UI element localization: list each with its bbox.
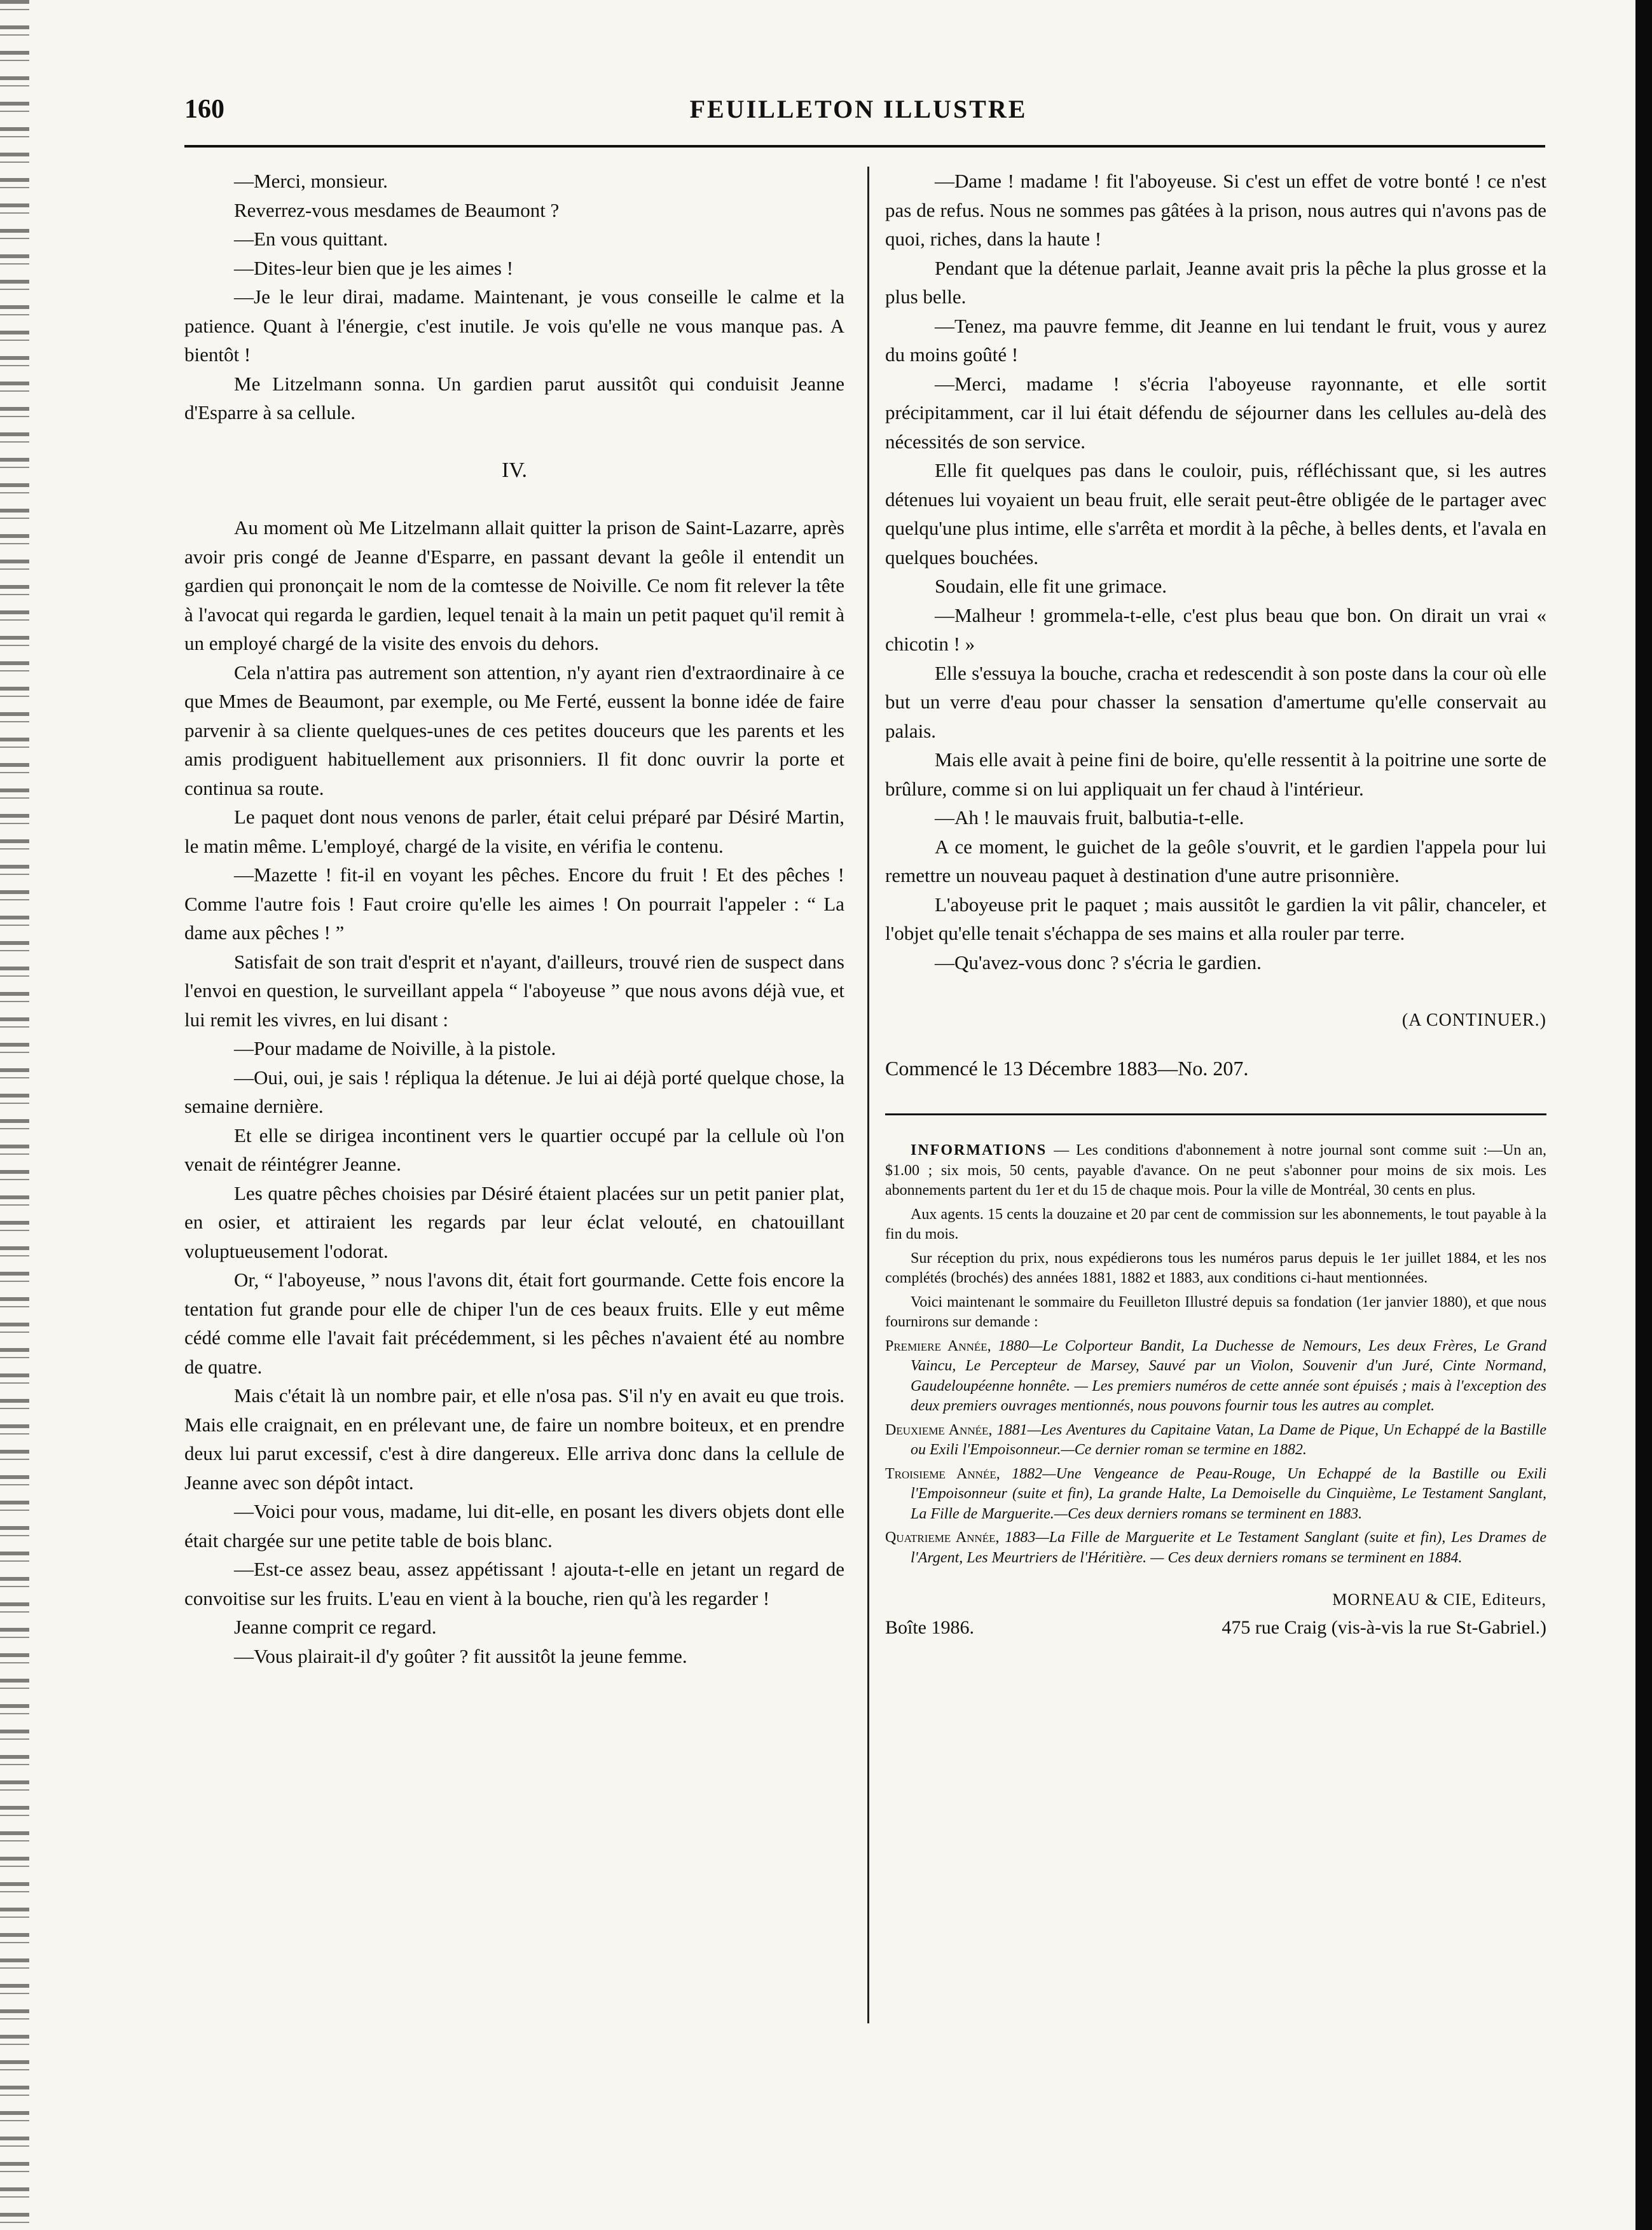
paragraph: Satisfait de son trait d'esprit et n'ayant, d'ailleurs, trouvé rien de suspect dans l'envoi en question, le surveillant appela “ l'aboyeuse ” que nous avons déjà vue, et lui remit les vivres, en lui disant : — [184, 950, 844, 1031]
publisher-address-line — [885, 1618, 1546, 1638]
year-label: Troisieme Année, — [885, 1465, 1000, 1482]
year-listing — [885, 1421, 1546, 1461]
scan-left-edge — [0, 0, 29, 2230]
section-heading: IV. — [502, 458, 527, 482]
header-rule — [184, 145, 1545, 148]
info-paragraph: Sur réception du prix, nous expédierons tous les numéros parus depuis le 1er juillet 1884, et les nos complétés (brochés) des années 1881, 1882 et 1883, aux conditions ci-haut mentionnées. — [885, 1249, 1546, 1286]
page-number: 160 — [184, 95, 224, 124]
paragraph: Jeanne comprit ce regard. — [234, 1616, 437, 1638]
post-box: Boîte 1986. — [885, 1616, 974, 1638]
paragraph: —Ah ! le mauvais fruit, balbutia-t-elle. — [935, 806, 1244, 829]
paragraph: —Merci, madame ! s'écria l'aboyeuse rayonnante, et elle sortit précipitamment, car il lui était défendu de séjourner dans les cellules au-delà des nécessités de son service. — [885, 372, 1546, 453]
paragraph: —Est-ce assez beau, assez appétissant ! ajouta-t-elle en jetant un regard de convoitise sur les fruits. L'eau en vient à la bouche, rien qu'à les regarder ! — [184, 1558, 844, 1609]
informations-block — [885, 1141, 1546, 1637]
left-column — [184, 167, 844, 1670]
info-heading: INFORMATIONS — [911, 1142, 1047, 1159]
paragraph: —Oui, oui, je sais ! répliqua la détenue. Je lui ai déjà porté quelque chose, la semaine dernière. — [184, 1066, 844, 1117]
paragraph: Au moment où Me Litzelmann allait quitter la prison de Saint-Lazarre, après avoir pris congé de Jeanne d'Esparre, en passant devant la geôle il entendit un gardien qui prononçait le nom de la comtesse de Noiville. Ce nom fit relever la tête à l'avocat qui regarda le gardien, lequel tenait à la main un petit paquet qu'il remit à un employé chargé de la visite des envois du dehors. — [184, 516, 844, 654]
paragraph: Le paquet dont nous venons de parler, était celui préparé par Désiré Martin, le matin même. L'employé, chargé de la visite, en vérifia le contenu. — [184, 806, 844, 857]
publisher-name: MORNEAU & CIE, Editeurs, — [1332, 1590, 1546, 1609]
paragraph: Or, “ l'aboyeuse, ” nous l'avons dit, était fort gourmande. Cette fois encore la tentation fut grande pour elle de chiper l'un de ces beaux fruits. Elle y eut même cédé comme elle l'avait fait précédemment, si les pêches n'avaient été au nombre de quatre. — [184, 1269, 844, 1378]
year-label: Premiere Année, — [885, 1337, 991, 1354]
year-text: 1880—Le Colporteur Bandit, La Duchesse de Nemours, Les deux Frères, Le Grand Vaincu, Le Percepteur de Marsey, Sauvé par un Violon, Souvenir d'un Juré, Cinte Normand, Gaudeloupéenne honnête. — Les premiers numéros de cette année sont épuisés ; mais à l'exception des deux premiers ouvrages mentionnés, nous pouvons fournir tous les autres au complet. — [911, 1337, 1547, 1414]
paragraph: —Tenez, ma pauvre femme, dit Jeanne en lui tendant le fruit, vous y aurez du moins goûté ! — [885, 314, 1546, 366]
info-paragraph — [885, 1141, 1546, 1201]
serial-start-note: Commencé le 13 Décembre 1883—No. 207. — [885, 1056, 1249, 1080]
paragraph: Elle s'essuya la bouche, cracha et redescendit à son poste dans la cour où elle but un verre d'eau pour chasser la sensation d'amertume qu'elle conservait au palais. — [885, 661, 1546, 742]
paragraph: Soudain, elle fit une grimace. — [935, 575, 1167, 597]
paragraph: —Qu'avez-vous donc ? s'écria le gardien. — [935, 951, 1262, 974]
paragraph: —En vous quittant. — [234, 228, 388, 250]
paragraph: —Merci, monsieur. — [234, 170, 388, 192]
column-divider — [867, 167, 869, 2023]
paragraph: —Malheur ! grommela-t-elle, c'est plus beau que bon. On dirait un vrai « chicotin ! » — [885, 603, 1546, 655]
year-listing — [885, 1528, 1546, 1568]
paragraph: Et elle se dirigea incontinent vers le quartier occupé par la cellule où l'on venait de réintégrer Jeanne. — [184, 1124, 844, 1175]
paragraph: —Voici pour vous, madame, lui dit-elle, en posant les divers objets dont elle était chargée sur une petite table de bois blanc. — [184, 1500, 844, 1552]
year-text: 1882—Une Vengeance de Peau-Rouge, Un Echappé de la Bastille ou Exili l'Empoisonneur (suite et fin), La grande Halte, La Demoiselle du Cinquième, Le Testament Sanglant, La Fille de Marguerite.—Ces deux derniers romans se terminent en 1883. — [911, 1465, 1546, 1522]
street-address: 475 rue Craig (vis-à-vis la rue St-Gabriel.) — [1222, 1616, 1546, 1638]
page-header — [184, 94, 1532, 139]
paragraph: Cela n'attira pas autrement son attention, n'y ayant rien d'extraordinaire à ce que Mmes de Beaumont, par exemple, ou Me Ferté, eussent la bonne idée de faire parvenir à sa cliente quelques-unes de ces petites douceurs que les parents et les amis prodiguent habituellement aux prisonniers. Il fit donc ouvrir la porte et continua sa route. — [184, 661, 844, 799]
paragraph: —Pour madame de Noiville, à la pistole. — [234, 1037, 556, 1059]
year-text: 1881—Les Aventures du Capitaine Vatan, La Dame de Pique, Un Echappé de la Bastille ou Exili l'Empoisonneur.—Ce dernier roman se termine en 1882. — [911, 1421, 1546, 1458]
paragraph: —Je le leur dirai, madame. Maintenant, je vous conseille le calme et la patience. Quant à l'énergie, c'est inutile. Je vois qu'elle ne vous manque pas. A bientôt ! — [184, 286, 844, 366]
info-paragraph: Aux agents. 15 cents la douzaine et 20 par cent de commission sur les abonnements, le tout payable à la fin du mois. — [885, 1206, 1546, 1242]
paragraph: —Dites-leur bien que je les aimes ! — [234, 256, 514, 279]
year-listing — [885, 1337, 1546, 1417]
right-column — [885, 167, 1546, 1637]
paragraph: —Vous plairait-il d'y goûter ? fit aussitôt la jeune femme. — [234, 1644, 687, 1667]
scan-right-edge — [1635, 0, 1652, 2230]
paragraph: —Dame ! madame ! fit l'aboyeuse. Si c'est un effet de votre bonté ! ce n'est pas de refus. Nous ne sommes pas gâtées à la prison, nous autres qui n'avons pas de quoi, riches, dans la haute ! — [885, 170, 1546, 250]
section-rule — [885, 1113, 1546, 1115]
paragraph: Mais c'était là un nombre pair, et elle n'osa pas. S'il n'y en avait eu que trois. Mais elle craignait, en en prélevant une, de faire un nombre boiteux, et en prendre deux lui parut excessif, c'est à dire dangereux. Elle arriva donc dans la cellule de Jeanne avec son dépôt intact. — [184, 1384, 844, 1494]
paragraph: L'aboyeuse prit le paquet ; mais aussitôt le gardien la vit pâlir, chanceler, et l'objet qu'elle tenait s'échappa de ses mains et alla rouler par terre. — [885, 893, 1546, 944]
paragraph: Reverrez-vous mesdames de Beaumont ? — [234, 198, 560, 221]
info-text: — Les conditions d'abonnement à notre journal sont comme suit :—Un an, $1.00 ; six mois, 50 cents, payable d'avance. On ne peut s'abonner pour moins de six mois. Les abonnements partent du 1er et du 15 de chaque mois. Pour la ville de Montréal, 30 cents en plus. — [885, 1142, 1547, 1199]
paragraph: Elle fit quelques pas dans le couloir, puis, réfléchissant que, si les autres détenues lui voyaient un beau fruit, elle serait peut-être obligée de le partager avec quelqu'une plus intime, elle s'arrêta et mordit à la pêche, à belles dents, et l'avala en quelques bouchées. — [885, 459, 1546, 568]
year-label: Deuxieme Année, — [885, 1421, 993, 1438]
info-paragraph: Voici maintenant le sommaire du Feuilleton Illustré depuis sa fondation (1er janvier 1880), et que nous fournirons sur demande : — [885, 1293, 1546, 1330]
paragraph: Mais elle avait à peine fini de boire, qu'elle ressentit à la poitrine une sorte de brûlure, comme si on lui appliquait un fer chaud à l'intérieur. — [885, 748, 1546, 800]
year-listing — [885, 1464, 1546, 1525]
year-label: Quatrieme Année, — [885, 1529, 1000, 1546]
to-be-continued: (A CONTINUER.) — [1401, 1010, 1546, 1030]
running-title: FEUILLETON ILLUSTRE — [689, 95, 1028, 123]
paragraph: Pendant que la détenue parlait, Jeanne avait pris la pêche la plus grosse et la plus belle. — [885, 256, 1546, 308]
paragraph: Me Litzelmann sonna. Un gardien parut aussitôt qui conduisit Jeanne d'Esparre à sa cellule. — [184, 372, 844, 423]
paragraph: A ce moment, le guichet de la geôle s'ouvrit, et le gardien l'appela pour lui remettre un nouveau paquet à destination d'une autre prisonnière. — [885, 835, 1546, 886]
paragraph: Les quatre pêches choisies par Désiré étaient placées sur un petit panier plat, en osier, et attiraient les regards par leur éclat velouté, en chatouillant voluptueusement l'odorat. — [184, 1181, 844, 1262]
year-text: 1883—La Fille de Marguerite et Le Testament Sanglant (suite et fin), Les Drames de l'Argent, Les Meurtriers de l'Héritière. — Ces deux derniers romans se terminent en 1884. — [911, 1529, 1546, 1566]
paragraph: —Mazette ! fit-il en voyant les pêches. Encore du fruit ! Et des pêches ! Comme l'autre fois ! Faut croire qu'elle les aimes ! On pourrait l'appeler : “ La dame aux pêches ! ” — [184, 864, 844, 944]
